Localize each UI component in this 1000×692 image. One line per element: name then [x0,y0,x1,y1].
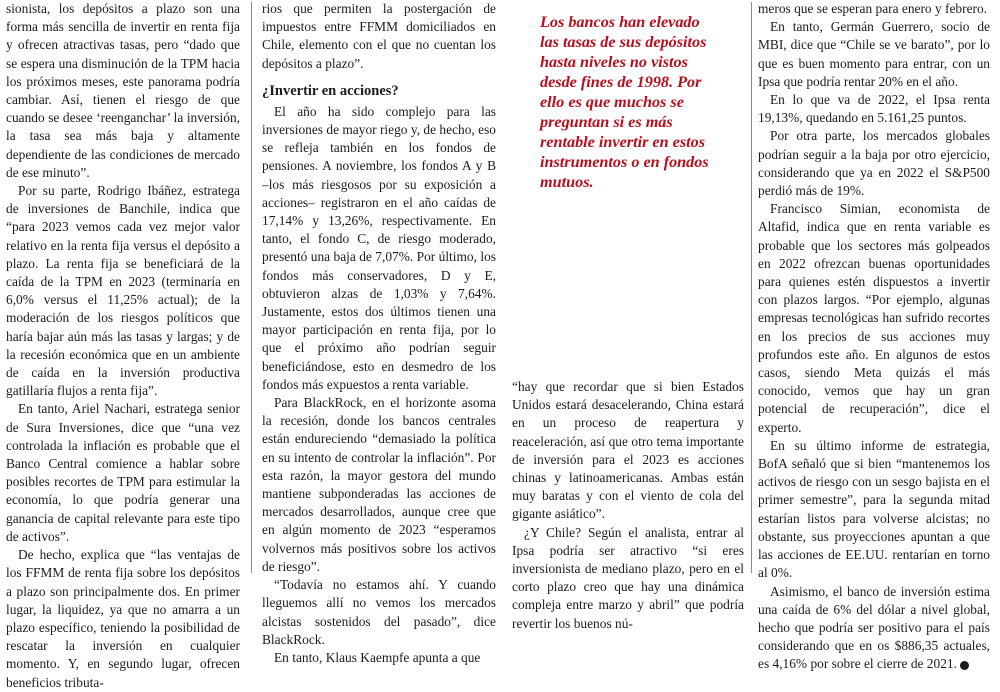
paragraph: En tanto, Klaus Kaempfe apunta a que [274,649,481,665]
paragraph: sionista, los depósitos a plazo son una forma más sencilla de invertir en renta fija y ofrecen atractivas tasas, pero “dado que se espera una disminución de la TPM hacia los próximos meses, este panorama podría cambiar. Así, tienen el riesgo de que cuando se desee ‘reenganchar’ la inversión, la tasa sea más baja y altamente dependiente de las condiciones de mercado de ese minuto”. [6,1,240,180]
column-3-body [512,378,744,633]
paragraph: “hay que recordar que si bien Estados Unidos estará desacelerando, China estará en un proceso de reapertura y reaceleración, así que otro tema importante de inversión para el 2023 es acciones chinas y latinoamericanas. Ambas están muy baratas y con el viento de cola del gigante asiático”. [512,379,744,522]
paragraph: meros que se esperan para enero y febrero. [758,1,988,16]
paragraph: “Todavía no estamos ahí. Y cuando lleguemos allí no vemos los mercados alcistas sostenidos del pasado”, dice BlackRock. [262,577,496,647]
column-3 [512,0,744,631]
section-subheading: ¿Invertir en acciones? [262,82,399,99]
pull-quote: Los bancos han elevado las tasas de sus depósitos hasta niveles no vistos desde fines de 1998. Por ello es que muchos se preguntan si es más rentable invertir en estos instrumentos o en fondos mutuos. [540,13,709,191]
paragraph: Por otra parte, los mercados globales podrían seguir a la baja por otro ejercicio, considerando que ya en 2022 el S&P500 perdió más de 19%. [758,128,990,199]
column-2 [262,0,496,665]
end-of-article-icon [960,661,969,670]
paragraph: En tanto, Germán Guerrero, socio de MBI, dice que “Chile se ve barato”, por lo que es buen momento para entrar, con un Ipsa que podría rentar 20% en el año. [758,19,990,89]
paragraph: Francisco Simian, economista de Altafid, indica que en renta variable es probable que los sectores más golpeados en 2022 ofrezcan buenas oportunidades para quienes estén dispuestos a invertir con plazos largos. “Por ejemplo, algunas empresas tecnológicas han sufrido recortes en los precios de sus acciones muy profundos este año. En algunos de estos casos, siendo Meta quizás el más conocido, vemos que hay un gran potencial de recuperación”, dice el experto. [758,201,990,435]
paragraph: En su último informe de estrategia, BofA señaló que si bien “mantenemos los activos de riesgo con un sesgo bajista en el primer semestre”, para la segunda mitad estarían listos para volverse alcistas; no obstante, sus proyecciones apuntan a que las acciones de EE.UU. rentarían en torno al 0%. [758,437,990,581]
paragraph: En tanto, Ariel Nachari, estratega senior de Sura Inversiones, dice que “una vez controlada la inflación es probable que el Banco Central comience a hablar sobre posibles recortes de TPM para estimular la economía, lo que podría generar una ganancia de capital relevante para este tipo de activos”. [6,401,240,544]
column-4 [758,0,990,672]
column-divider [751,2,752,573]
paragraph: De hecho, explica que “las ventajas de los FFMM de renta fija sobre los depósitos a plazo son principalmente dos. En primer lugar, la liquidez, ya que no amarra a un plazo específico, teniendo la posibilidad de rescatar la inversión en cualquier momento. Y, en segundo lugar, ofrecen beneficios tributa- [6,547,240,690]
paragraph: En lo que va de 2022, el Ipsa renta 19,13%, quedando en 5.161,25 puntos. [758,92,990,126]
paragraph: El año ha sido complejo para las inversiones de mayor riego y, de hecho, eso se refleja también en los fondos de pensiones. A noviembre, los fondos A y B –los más riesgosos por su exposición a acciones– registraron en el año caídas de 17,14% y 13,26%, respectivamente. En tanto, el fondo C, de riesgo moderado, presentó una baja de 7,07%. Por último, los fondos más conservadores, D y E, obtuvieron alzas de 1,03% y 7,64%. Justamente, estos dos últimos tienen una mayor participación en renta fija, por lo que el próximo año podrían seguir beneficiándose, esto en desmedro de los fondos más expuestos a renta variable. [262,103,496,392]
paragraph: ¿Y Chile? Según el analista, entrar al Ipsa podría ser atractivo “si eres inversionista de mediano plazo, pero en el corto plazo creo que hay una dinámica compleja entre marzo y abril” que podría revertir los buenos nú- [512,524,744,631]
paragraph: Por su parte, Rodrigo Ibáñez, estratega de inversiones de Banchile, indica que “para 2023 vemos cada vez mejor valor relativo en la renta fija versus el depósito a plazo. La renta fija se beneficiará de la caída de la TPM en 2023 (terminaría en 6,0% versus el 11,25% actual); de la moderación de los riesgos políticos que haría bajar aún más las tasas y largas; y de la recesión económica que en un ambiente de caída en la inversión productiva gatillaría flujos a renta fija”. [6,183,240,399]
column-1 [6,0,240,690]
paragraph: Para BlackRock, en el horizonte asoma la recesión, donde los bancos centrales están endureciendo “demasiado la política en su intento de controlar la inflación”. Por esta razón, la mayor gestora del mundo mantiene subponderadas las acciones de mercados desarrollados, aunque cree que en algún momento de 2023 “esperamos volvernos más positivos sobre los activos de riesgo”. [262,395,496,574]
paragraph-text: Asimismo, el banco de inversión estima una caída de 6% del dólar a nivel global, hecho que podría ser positivo para el país considerando que en os $886,35 actuales, es 4,16% por sobre el cierre de 2021. [758,583,990,672]
paragraph: rios que permiten la postergación de impuestos entre FFMM domiciliados en Chile, elemento con el que no cuentan los depósitos a plazo”. [262,1,496,71]
column-divider [251,2,252,573]
last-paragraph [758,583,990,674]
